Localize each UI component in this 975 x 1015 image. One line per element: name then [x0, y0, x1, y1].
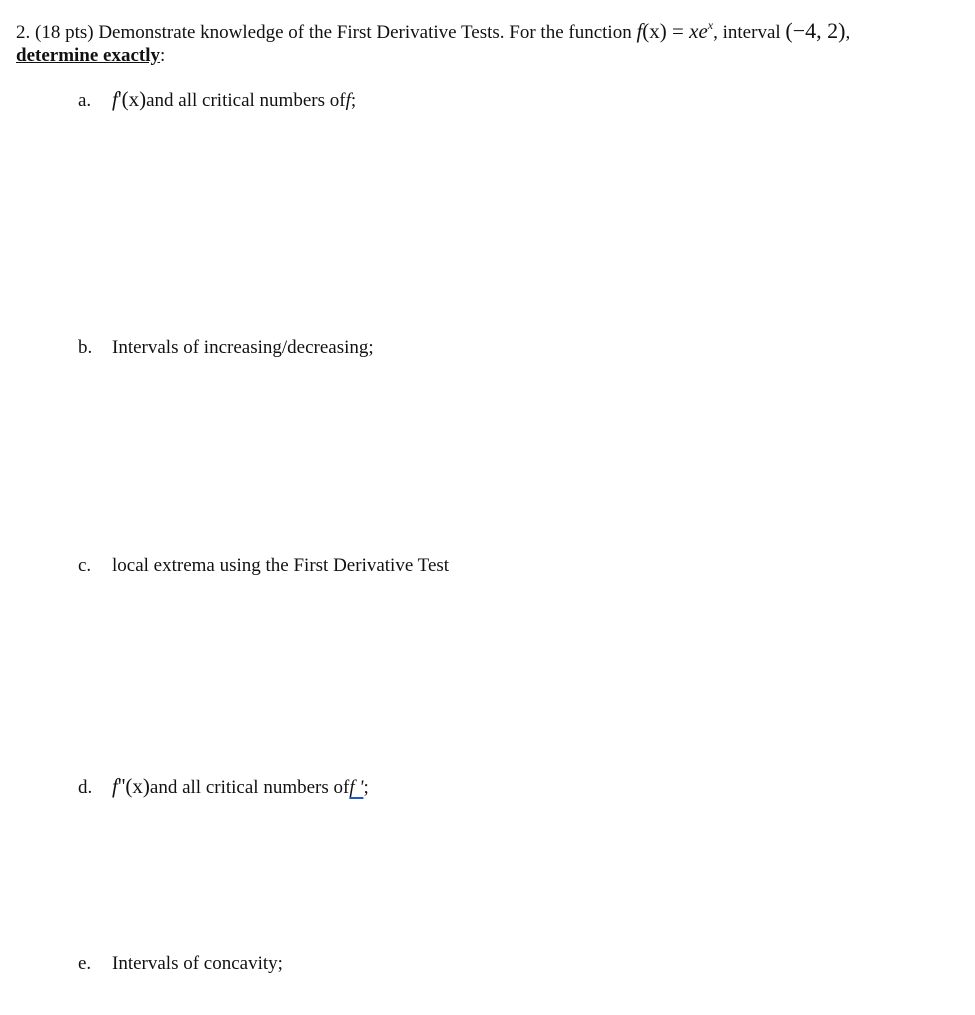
question-header: [16, 12, 850, 46]
function-exponent: x: [707, 18, 714, 32]
part-text-end: ;: [350, 90, 357, 111]
function-body: xe: [689, 19, 708, 43]
trailing-comma: ,: [845, 22, 851, 43]
interval-label: , interval: [713, 22, 781, 43]
derivative-function-name: f: [112, 774, 118, 798]
derivative-function-name: f: [112, 87, 118, 111]
part-marker: a.: [78, 90, 92, 111]
part-marker: e.: [78, 953, 92, 974]
part-marker: c.: [78, 555, 92, 576]
part-text: local extrema using the First Derivative Test: [112, 555, 450, 576]
interval-value: (−4, 2): [785, 18, 846, 43]
equals-sign: =: [666, 19, 690, 43]
part-text: Intervals of increasing/decreasing;: [112, 337, 374, 358]
part-text: and all critical numbers of: [149, 777, 350, 798]
second-derivative-expression: [112, 773, 150, 799]
part-function-ref: f: [345, 90, 351, 111]
instruction-colon: :: [160, 45, 166, 66]
part-text: and all critical numbers of: [146, 90, 346, 111]
part-text: Intervals of concavity;: [112, 953, 283, 974]
part-function-ref: f ': [349, 777, 364, 798]
function-argument: (x): [642, 19, 667, 43]
part-marker: b.: [78, 337, 93, 358]
derivative-argument: '(x): [117, 87, 147, 111]
part-a: [78, 86, 356, 114]
part-c: [78, 553, 449, 579]
instruction-text: determine exactly: [16, 45, 161, 66]
question-points: (18 pts): [35, 22, 94, 43]
part-b: [78, 335, 374, 361]
function-expression: [636, 19, 713, 43]
instruction-line: [16, 44, 165, 68]
first-derivative-expression: [112, 86, 146, 112]
part-marker: d.: [78, 777, 93, 798]
function-name: f: [636, 19, 643, 43]
derivative-argument: ''(x): [117, 774, 150, 798]
part-e: [78, 951, 283, 977]
question-intro: Demonstrate knowledge of the First Derivative Tests. For the function: [98, 22, 632, 43]
part-d: [78, 773, 369, 801]
question-number: 2.: [16, 22, 31, 43]
part-text-end: ;: [363, 777, 369, 798]
